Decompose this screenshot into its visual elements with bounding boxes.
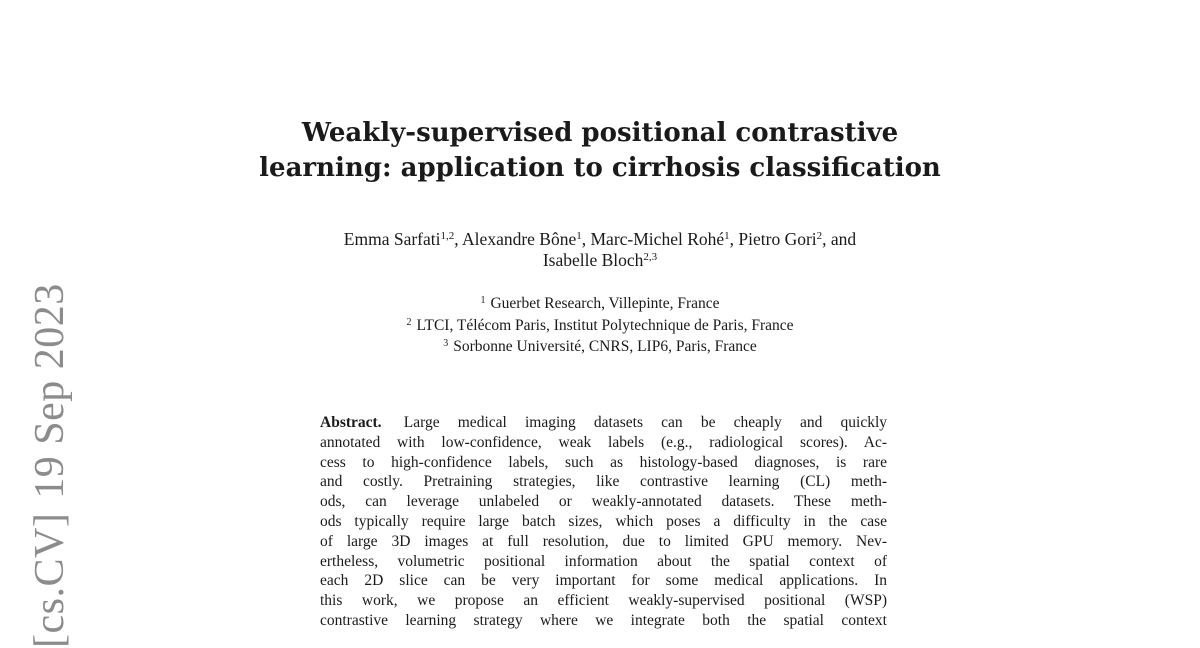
author-name: Emma Sarfati: [343, 229, 441, 249]
abstract-line: contrastive learning strategy where we integrate both the spatial context: [320, 611, 887, 629]
author-name: Marc-Michel Rohé: [590, 229, 725, 249]
author-separator: , and: [822, 229, 857, 249]
title-line-1: Weakly-supervised positional contrastive: [301, 118, 899, 148]
author-name: Pietro Gori: [738, 229, 817, 249]
affiliation-text: Guerbet Research, Villepinte, France: [490, 295, 720, 312]
author-affil-sup: 2,3: [643, 251, 658, 263]
affiliation-number: 1: [480, 295, 486, 306]
abstract-line: each 2D slice can be very important for some medical applications. In: [320, 572, 887, 590]
author-line-2: [0, 250, 1200, 271]
author-list: [0, 229, 1200, 271]
affiliation-item: [0, 293, 1200, 315]
abstract-line: [320, 413, 887, 433]
affiliation-number: 3: [443, 338, 449, 349]
abstract-line: ertheless, volumetric positional information about the spatial context of: [320, 552, 887, 570]
author-name: Alexandre Bône: [462, 229, 577, 249]
affiliation-list: [0, 293, 1200, 358]
arxiv-date: 19 Sep 2023: [27, 283, 73, 499]
abstract-text: Large medical imaging datasets can be cheaply and quickly: [403, 414, 887, 431]
author-separator: ,: [454, 229, 463, 249]
abstract-heading: Abstract.: [320, 414, 382, 431]
affiliation-text: Sorbonne Université, CNRS, LIP6, Paris, France: [453, 338, 757, 355]
abstract: [320, 413, 887, 631]
affiliation-item: [0, 336, 1200, 358]
title-line-2: learning: application to cirrhosis classification: [259, 153, 941, 183]
abstract-line: this work, we propose an efficient weakly-supervised positional (WSP): [320, 592, 887, 610]
affiliation-text: LTCI, Télécom Paris, Institut Polytechnique de Paris, France: [416, 316, 794, 334]
abstract-line: annotated with low-confidence, weak labels (e.g., radiological scores). Ac-: [320, 433, 887, 451]
author-separator: ,: [581, 229, 591, 249]
author-line-1: [0, 229, 1200, 250]
author-affil-sup: 1: [724, 230, 730, 242]
arxiv-category: [cs.CV]: [27, 512, 73, 648]
paper-title: [0, 116, 1200, 186]
author-affil-sup: 1,2: [440, 230, 455, 242]
abstract-line: cess to high-confidence labels, such as histology-based diagnoses, is rare: [320, 453, 887, 471]
abstract-line: ods, can leverage unlabeled or weakly-annotated datasets. These meth-: [320, 493, 887, 511]
author-affil-sup: 1: [576, 230, 582, 242]
author-separator: ,: [729, 229, 739, 249]
abstract-line: and costly. Pretraining strategies, like contrastive learning (CL) meth-: [320, 473, 887, 491]
abstract-line: ods typically require large batch sizes, which poses a difficulty in the case: [320, 512, 887, 530]
author-name: Isabelle Bloch: [542, 250, 644, 270]
author-affil-sup: 2: [816, 230, 823, 242]
affiliation-number: 2: [406, 316, 412, 328]
affiliation-item: [0, 315, 1200, 337]
abstract-line: of large 3D images at full resolution, due to limited GPU memory. Nev-: [320, 532, 887, 550]
